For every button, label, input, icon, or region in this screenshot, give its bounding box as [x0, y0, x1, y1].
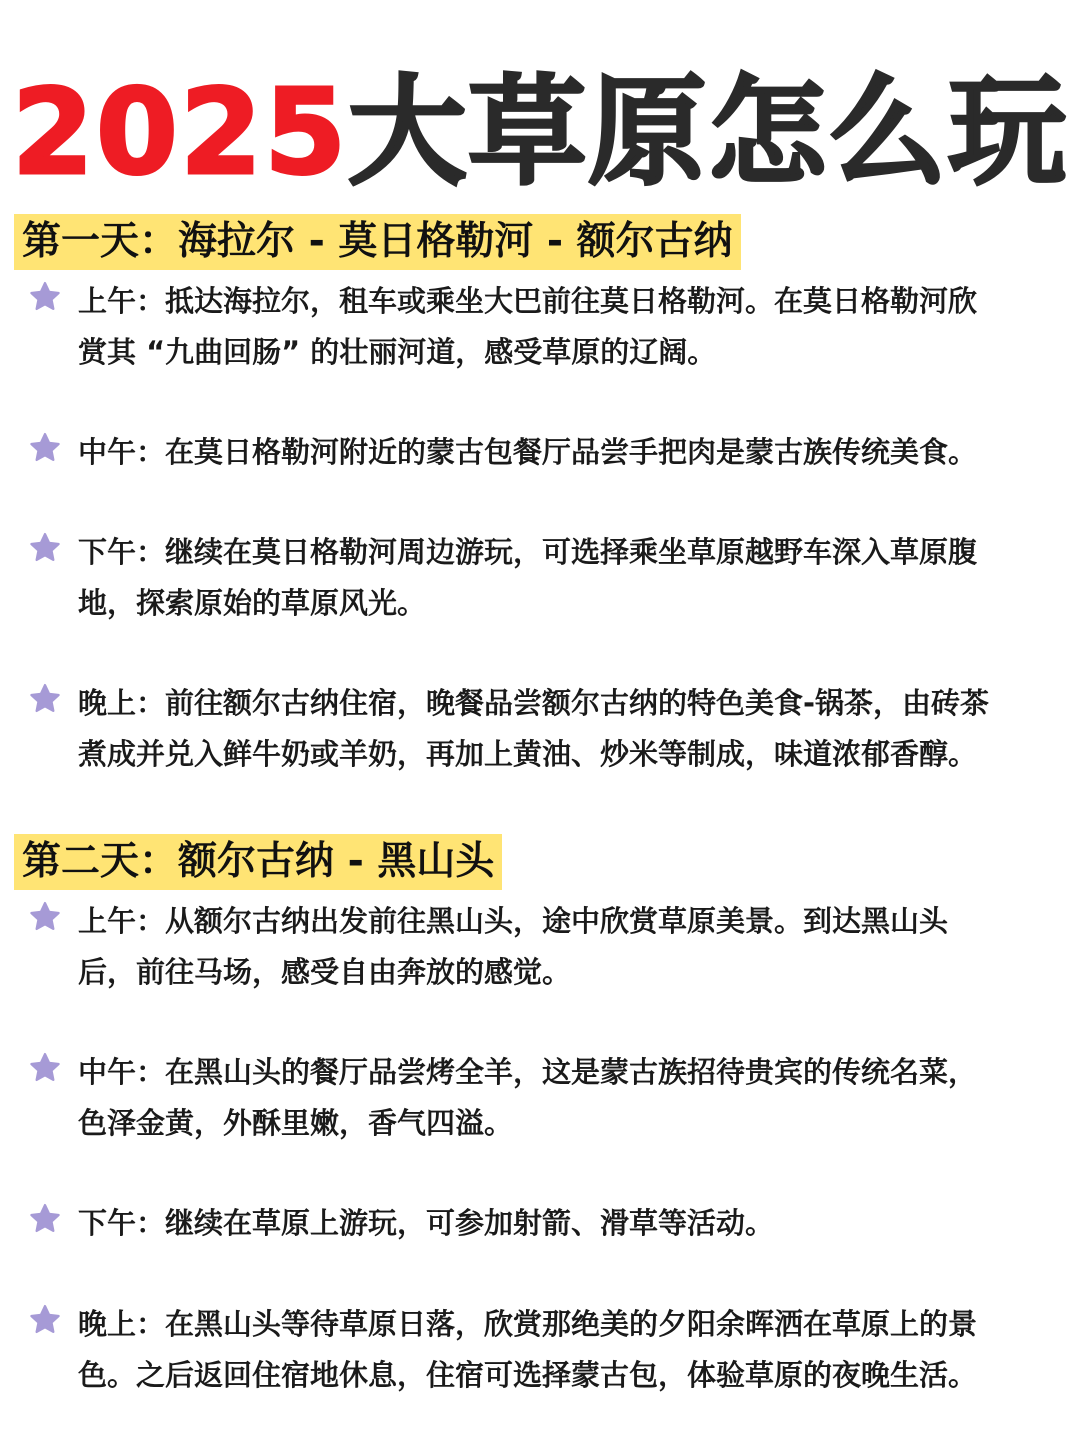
day-1-item-afternoon: [28, 527, 1068, 629]
star-icon: [28, 682, 62, 716]
item-text: [78, 276, 1070, 378]
item-line: 中午：在莫日格勒河附近的蒙古包餐厅品尝手把肉是蒙古族传统美食。: [78, 435, 978, 469]
day-2-item-morning: [28, 896, 1068, 998]
item-text: [78, 678, 1070, 780]
day-2-item-evening: [28, 1299, 1068, 1401]
item-line: 色。之后返回住宿地休息，住宿可选择蒙古包，体验草原的夜晚生活。: [78, 1358, 978, 1392]
item-line: 后，前往马场，感受自由奔放的感觉。: [78, 955, 572, 989]
star-icon: [28, 1202, 62, 1236]
item-line: 晚上：在黑山头等待草原日落，欣赏那绝美的夕阳余晖洒在草原上的景: [78, 1307, 978, 1341]
star-icon: [28, 531, 62, 565]
day-2-item-afternoon: [28, 1198, 1068, 1249]
item-line: 中午：在黑山头的餐厅品尝烤全羊，这是蒙古族招待贵宾的传统名菜，: [78, 1055, 978, 1089]
item-text: [78, 896, 1070, 998]
item-text: [78, 527, 1070, 629]
item-line: 色泽金黄，外酥里嫩，香气四溢。: [78, 1106, 514, 1140]
item-text: [78, 1198, 1070, 1249]
title-year: 2025: [11, 63, 349, 201]
day-1-item-noon: [28, 427, 1068, 478]
item-line: 下午：继续在莫日格勒河周边游玩，可选择乘坐草原越野车深入草原腹: [78, 535, 978, 569]
item-line: 晚上：前往额尔古纳住宿，晚餐品尝额尔古纳的特色美食-锅茶，由砖茶: [78, 686, 990, 720]
day-1-item-evening: [28, 678, 1068, 780]
day-1-item-morning: [28, 276, 1068, 378]
item-text: [78, 1047, 1070, 1149]
star-icon: [28, 280, 62, 314]
item-line: 下午：继续在草原上游玩，可参加射箭、滑草等活动。: [78, 1206, 775, 1240]
star-icon: [28, 900, 62, 934]
item-line: 上午：从额尔古纳出发前往黑山头，途中欣赏草原美景。到达黑山头: [78, 904, 949, 938]
page-title: [0, 62, 1080, 202]
title-text: 大草原怎么玩: [348, 63, 1069, 201]
day-2-item-noon: [28, 1047, 1068, 1149]
star-icon: [28, 431, 62, 465]
item-line: 赏其 “九曲回肠” 的壮丽河道，感受草原的辽阔。: [78, 335, 717, 369]
item-text: [78, 427, 1070, 478]
day-1-heading: 第一天：海拉尔 - 莫日格勒河 - 额尔古纳: [14, 214, 741, 270]
star-icon: [28, 1303, 62, 1337]
item-line: 煮成并兑入鲜牛奶或羊奶，再加上黄油、炒米等制成，味道浓郁香醇。: [78, 737, 978, 771]
day-2-heading: 第二天：额尔古纳 - 黑山头: [14, 834, 502, 890]
item-text: [78, 1299, 1070, 1401]
item-line: 地，探索原始的草原风光。: [78, 586, 427, 620]
item-line: 上午：抵达海拉尔，租车或乘坐大巴前往莫日格勒河。在莫日格勒河欣: [78, 284, 978, 318]
star-icon: [28, 1051, 62, 1085]
